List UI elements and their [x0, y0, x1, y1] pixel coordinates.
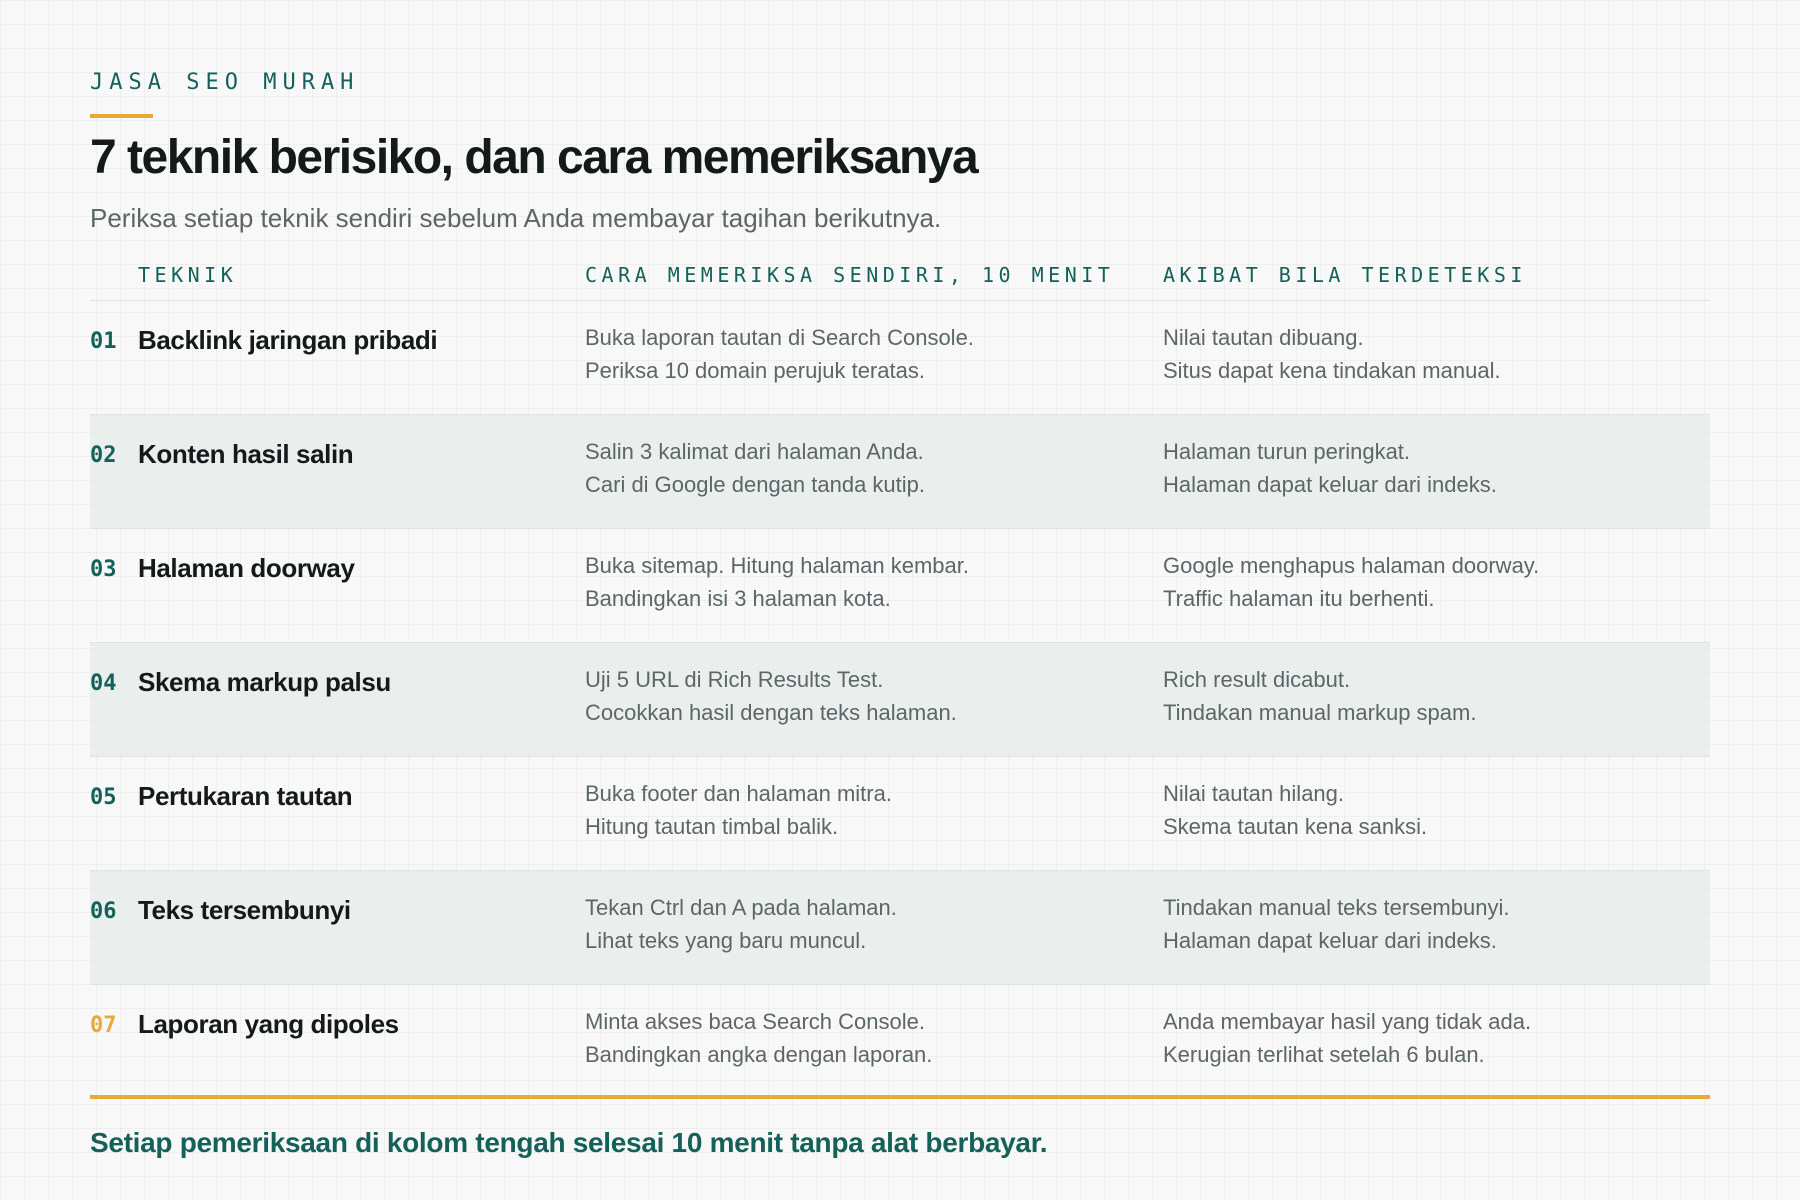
header-consequence: AKIBAT BILA TERDETEKSI	[1163, 263, 1527, 287]
table-row	[90, 643, 1710, 757]
consequence-line: Halaman dapat keluar dari indeks.	[1163, 928, 1497, 953]
eyebrow-label: JASA SEO MURAH	[90, 70, 360, 95]
row-number: 05	[90, 785, 117, 810]
consequence-line: Kerugian terlihat setelah 6 bulan.	[1163, 1042, 1485, 1067]
consequence	[1163, 549, 1539, 615]
page	[90, 0, 1710, 1200]
consequence	[1163, 321, 1501, 387]
check-steps	[585, 549, 969, 615]
table-header	[90, 258, 1710, 301]
row-number: 02	[90, 443, 117, 468]
row-number: 03	[90, 557, 117, 582]
consequence	[1163, 1005, 1531, 1071]
technique-name: Pertukaran tautan	[138, 781, 353, 811]
consequence-line: Tindakan manual markup spam.	[1163, 700, 1477, 725]
footer-note: Setiap pemeriksaan di kolom tengah selesai 10 menit tanpa alat berbayar.	[90, 1127, 1048, 1158]
check-line: Tekan Ctrl dan A pada halaman.	[585, 895, 897, 920]
consequence-line: Nilai tautan dibuang.	[1163, 325, 1364, 350]
row-number: 01	[90, 329, 117, 354]
check-line: Buka laporan tautan di Search Console.	[585, 325, 974, 350]
check-line: Periksa 10 domain perujuk teratas.	[585, 358, 925, 383]
eyebrow-underline	[90, 114, 153, 118]
consequence-line: Anda membayar hasil yang tidak ada.	[1163, 1009, 1532, 1034]
consequence	[1163, 777, 1427, 843]
consequence-line: Nilai tautan hilang.	[1163, 781, 1345, 806]
consequence	[1163, 663, 1476, 729]
row-number: 04	[90, 671, 117, 696]
consequence-line: Tindakan manual teks tersembunyi.	[1163, 895, 1510, 920]
check-steps	[585, 1005, 932, 1071]
table-row	[90, 415, 1710, 529]
consequence-line: Halaman turun peringkat.	[1163, 439, 1411, 464]
technique-name: Halaman doorway	[138, 553, 355, 583]
check-steps	[585, 891, 897, 957]
check-line: Uji 5 URL di Rich Results Test.	[585, 667, 884, 692]
technique-name: Backlink jaringan pribadi	[138, 325, 438, 355]
table-row	[90, 529, 1710, 643]
table-row	[90, 301, 1710, 415]
consequence-line: Halaman dapat keluar dari indeks.	[1163, 472, 1497, 497]
check-line: Salin 3 kalimat dari halaman Anda.	[585, 439, 924, 464]
check-line: Hitung tautan timbal balik.	[585, 814, 839, 839]
check-steps	[585, 321, 974, 387]
consequence-line: Situs dapat kena tindakan manual.	[1163, 358, 1501, 383]
check-line: Buka footer dan halaman mitra.	[585, 781, 892, 806]
technique-name: Skema markup palsu	[138, 667, 391, 697]
page-subtitle: Periksa setiap teknik sendiri sebelum Anda membayar tagihan berikutnya.	[90, 203, 942, 233]
check-steps	[585, 435, 925, 501]
check-line: Cocokkan hasil dengan teks halaman.	[585, 700, 957, 725]
page-title: 7 teknik berisiko, dan cara memeriksanya	[90, 131, 978, 184]
check-line: Minta akses baca Search Console.	[585, 1009, 925, 1034]
consequence-line: Rich result dicabut.	[1163, 667, 1351, 692]
table-row	[90, 985, 1710, 1098]
check-line: Bandingkan angka dengan laporan.	[585, 1042, 933, 1067]
technique-name: Konten hasil salin	[138, 439, 354, 469]
check-steps	[585, 777, 892, 843]
header-technique: TEKNIK	[138, 263, 238, 287]
consequence-line: Traffic halaman itu berhenti.	[1163, 586, 1435, 611]
check-line: Lihat teks yang baru muncul.	[585, 928, 867, 953]
header-how-to-check: CARA MEMERIKSA SENDIRI, 10 MENIT	[585, 263, 1115, 287]
consequence	[1163, 435, 1497, 501]
consequence-line: Google menghapus halaman doorway.	[1163, 553, 1540, 578]
check-steps	[585, 663, 957, 729]
technique-name: Teks tersembunyi	[138, 895, 351, 925]
check-line: Bandingkan isi 3 halaman kota.	[585, 586, 891, 611]
table-row	[90, 757, 1710, 871]
footer-divider	[90, 1095, 1710, 1099]
consequence	[1163, 891, 1509, 957]
consequence-line: Skema tautan kena sanksi.	[1163, 814, 1428, 839]
check-line: Cari di Google dengan tanda kutip.	[585, 472, 926, 497]
row-number: 07	[90, 1013, 117, 1038]
row-number: 06	[90, 899, 117, 924]
table-row	[90, 871, 1710, 985]
techniques-table	[90, 258, 1710, 1098]
technique-name: Laporan yang dipoles	[138, 1009, 399, 1039]
check-line: Buka sitemap. Hitung halaman kembar.	[585, 553, 969, 578]
